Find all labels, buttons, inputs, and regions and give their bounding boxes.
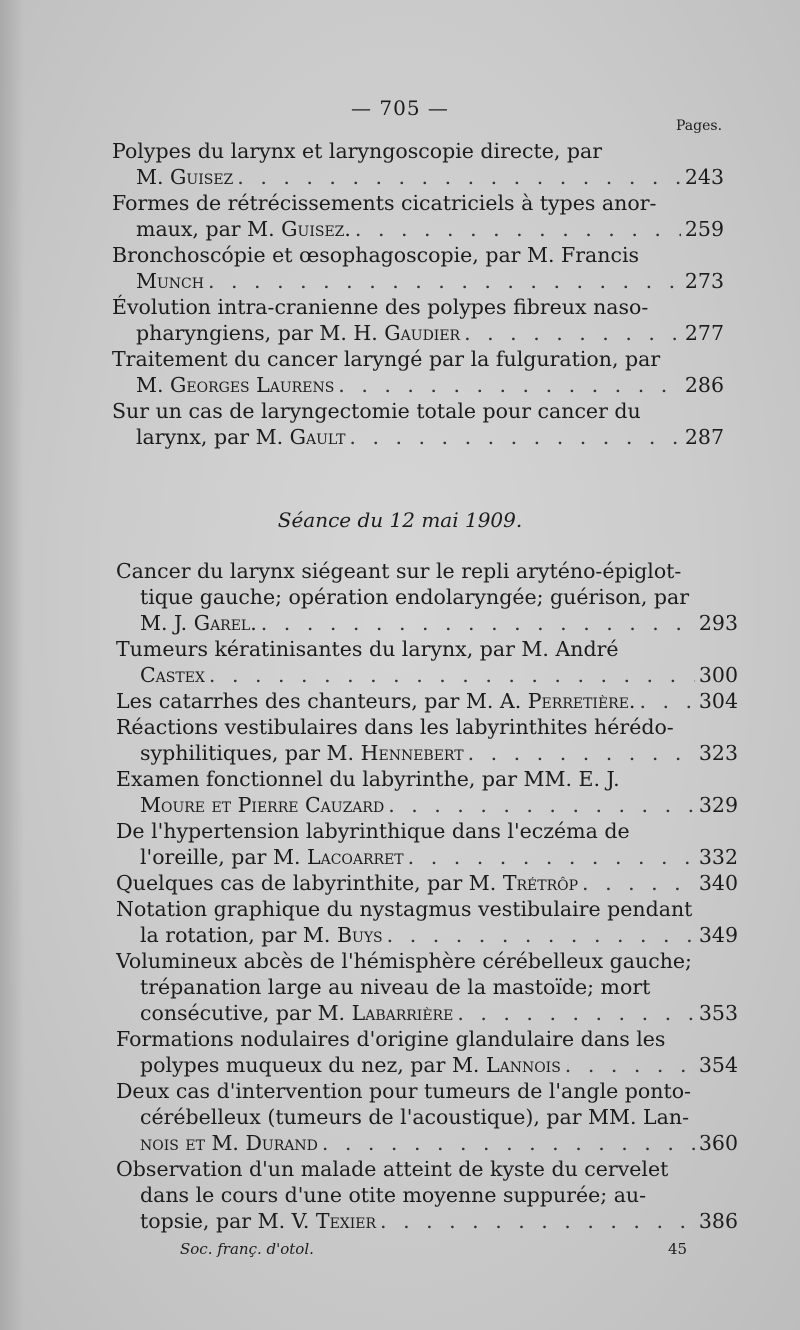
entry-last-line bbox=[116, 1052, 738, 1078]
entry-author-name: Georges Laurens bbox=[170, 373, 335, 397]
entry-author-name: Gaudier bbox=[384, 321, 461, 345]
entry-title-line: Traitement du cancer laryngé par la fulguration, par bbox=[112, 347, 661, 371]
entry-author bbox=[136, 216, 351, 242]
entry-page-number: 304 bbox=[698, 689, 738, 713]
entry-author bbox=[140, 1052, 561, 1078]
entry-page-number: 340 bbox=[698, 871, 738, 895]
entry-last-line bbox=[112, 164, 724, 190]
entry-title-line: Observation d'un malade atteint de kyste du cervelet bbox=[116, 1157, 669, 1181]
entry-page-number: 323 bbox=[698, 741, 738, 765]
leader-dots bbox=[408, 844, 695, 870]
leader-dots bbox=[349, 424, 680, 450]
entry-author-name: Guisez. bbox=[281, 217, 351, 241]
toc-entry bbox=[116, 1026, 738, 1078]
entry-author-prefix: Les catarrhes des chanteurs, par M. A. bbox=[116, 689, 528, 713]
entry-last-line bbox=[116, 688, 738, 714]
entry-last-line bbox=[112, 268, 724, 294]
toc-entry bbox=[112, 190, 724, 242]
toc-entry bbox=[116, 818, 738, 870]
toc-entry bbox=[116, 1078, 738, 1156]
leader-dots bbox=[261, 610, 695, 636]
entry-author bbox=[136, 424, 345, 450]
entry-title-line: Sur un cas de laryngectomie totale pour cancer du bbox=[112, 399, 641, 423]
entry-author-name: Trétrôp bbox=[502, 871, 579, 895]
entry-last-line bbox=[116, 662, 738, 688]
leader-dots bbox=[468, 740, 695, 766]
entry-author bbox=[140, 662, 205, 688]
entry-page-number: 360 bbox=[698, 1131, 738, 1155]
entry-last-line bbox=[112, 372, 724, 398]
toc-entry bbox=[116, 766, 738, 818]
entry-last-line bbox=[116, 1000, 738, 1026]
entry-author bbox=[140, 844, 404, 870]
page-number: — 705 — bbox=[351, 96, 449, 120]
leader-dots bbox=[639, 688, 694, 714]
entry-title-line: Cancer du larynx siégeant sur le repli aryténo-épiglot- bbox=[116, 559, 682, 583]
entry-author-prefix: syphilitiques, par M. bbox=[140, 741, 361, 765]
leader-dots bbox=[565, 1052, 695, 1078]
toc-entry bbox=[112, 138, 724, 190]
entry-page-number: 349 bbox=[698, 923, 738, 947]
toc-entry bbox=[116, 558, 738, 636]
entry-page-number: 293 bbox=[698, 611, 738, 635]
entry-author-prefix: larynx, par M. bbox=[136, 425, 290, 449]
entry-author bbox=[140, 740, 464, 766]
entry-title-line: Formations nodulaires d'origine glandulaire dans les bbox=[116, 1027, 666, 1051]
toc-entry bbox=[112, 398, 724, 450]
toc-entry bbox=[116, 870, 738, 896]
leader-dots bbox=[388, 792, 695, 818]
entry-author-prefix: maux, par M. bbox=[136, 217, 282, 241]
entry-title-line: Examen fonctionnel du labyrinthe, par MM. E. J. bbox=[116, 767, 620, 791]
entry-page-number: 287 bbox=[684, 425, 724, 449]
entry-author bbox=[140, 922, 383, 948]
leader-dots bbox=[237, 164, 681, 190]
leader-dots bbox=[387, 922, 695, 948]
entry-page-number: 243 bbox=[684, 165, 724, 189]
entry-author-name: Hennebert bbox=[360, 741, 464, 765]
leader-dots bbox=[355, 216, 681, 242]
entry-author-name: Buys bbox=[336, 923, 383, 947]
entry-author bbox=[136, 164, 233, 190]
entry-last-line bbox=[112, 424, 724, 450]
entry-author-name: Moure et Pierre Cauzard bbox=[140, 793, 385, 817]
entry-title-line: tique gauche; opération endolaryngée; guérison, par bbox=[140, 585, 690, 609]
entry-author bbox=[136, 320, 460, 346]
entry-title-line: Volumineux abcès de l'hémisphère cérébelleux gauche; bbox=[116, 949, 692, 973]
toc-entry bbox=[116, 1156, 738, 1234]
toc-list-before bbox=[112, 138, 724, 450]
entry-page-number: 354 bbox=[698, 1053, 738, 1077]
leader-dots bbox=[322, 1130, 695, 1156]
toc-entry bbox=[116, 636, 738, 688]
entry-author bbox=[140, 1000, 453, 1026]
entry-title-line: cérébelleux (tumeurs de l'acoustique), par MM. Lan- bbox=[140, 1105, 690, 1129]
entry-last-line bbox=[112, 216, 724, 242]
entry-title-line: Deux cas d'intervention pour tumeurs de l'angle ponto- bbox=[116, 1079, 691, 1103]
entry-author-name: Munch bbox=[136, 269, 204, 293]
leader-dots bbox=[464, 320, 681, 346]
section-heading: Séance du 12 mai 1909. bbox=[277, 508, 523, 532]
toc-list-after bbox=[116, 558, 738, 1234]
entry-author-name: Texier bbox=[315, 1209, 377, 1233]
footer-sheet-number: 45 bbox=[668, 1240, 688, 1258]
entry-title-line: Réactions vestibulaires dans les labyrinthites hérédo- bbox=[116, 715, 674, 739]
toc-entry bbox=[116, 896, 738, 948]
entry-title-line: Bronchoscópie et œsophagoscopie, par M. Francis bbox=[112, 243, 640, 267]
entry-title-line: Polypes du larynx et laryngoscopie directe, par bbox=[112, 139, 603, 163]
entry-author-name: nois et M. Durand bbox=[140, 1131, 318, 1155]
entry-title-line: Tumeurs kératinisantes du larynx, par M. André bbox=[116, 637, 619, 661]
toc-entry bbox=[116, 714, 738, 766]
toc-entry bbox=[116, 948, 738, 1026]
entry-title-line: De l'hypertension labyrinthique dans l'eczéma de bbox=[116, 819, 630, 843]
entry-page-number: 329 bbox=[698, 793, 738, 817]
entry-author bbox=[140, 1130, 318, 1156]
entry-author-prefix: l'oreille, par M. bbox=[140, 845, 307, 869]
toc-entry bbox=[112, 346, 724, 398]
entry-author-name: Garel. bbox=[193, 611, 257, 635]
entry-author bbox=[140, 610, 257, 636]
leader-dots bbox=[457, 1000, 695, 1026]
leader-dots bbox=[582, 870, 695, 896]
entry-author-prefix: M. bbox=[136, 373, 171, 397]
entry-title-line: dans le cours d'une otite moyenne suppurée; au- bbox=[140, 1183, 647, 1207]
entry-title-line: Formes de rétrécissements cicatriciels à types anor- bbox=[112, 191, 657, 215]
leader-dots bbox=[209, 662, 695, 688]
entry-author bbox=[136, 268, 204, 294]
entry-author-prefix: Quelques cas de labyrinthite, par M. bbox=[116, 871, 503, 895]
entry-page-number: 332 bbox=[698, 845, 738, 869]
entry-author-prefix: pharyngiens, par M. H. bbox=[136, 321, 385, 345]
entry-page-number: 386 bbox=[698, 1209, 738, 1233]
entry-author bbox=[140, 792, 384, 818]
entry-page-number: 259 bbox=[684, 217, 724, 241]
entry-author-prefix: polypes muqueux du nez, par M. bbox=[140, 1053, 486, 1077]
entry-author-prefix: consécutive, par M. bbox=[140, 1001, 352, 1025]
entry-author-name: Lannois bbox=[485, 1053, 561, 1077]
entry-page-number: 353 bbox=[698, 1001, 738, 1025]
entry-author-prefix: M. bbox=[136, 165, 171, 189]
entry-author-name: Labarrière bbox=[351, 1001, 454, 1025]
entry-page-number: 300 bbox=[698, 663, 738, 687]
entry-author bbox=[136, 372, 334, 398]
entry-author-prefix: la rotation, par M. bbox=[140, 923, 337, 947]
entry-last-line bbox=[112, 320, 724, 346]
entry-title-line: Évolution intra-cranienne des polypes fibreux naso- bbox=[112, 295, 649, 319]
entry-author bbox=[140, 1208, 376, 1234]
footer-signature: Soc. franç. d'otol. bbox=[180, 1240, 314, 1258]
entry-last-line bbox=[116, 610, 738, 636]
toc-entry bbox=[112, 294, 724, 346]
entry-author-prefix: M. J. bbox=[140, 611, 194, 635]
pages-column-label: Pages. bbox=[676, 118, 723, 134]
entry-last-line bbox=[116, 844, 738, 870]
entry-page-number: 286 bbox=[684, 373, 724, 397]
entry-author-name: Castex bbox=[140, 663, 205, 687]
entry-author-name: Gault bbox=[289, 425, 346, 449]
entry-last-line bbox=[116, 740, 738, 766]
entry-page-number: 273 bbox=[684, 269, 724, 293]
entry-last-line bbox=[116, 1130, 738, 1156]
leader-dots bbox=[338, 372, 681, 398]
entry-author-name: Lacoarret bbox=[306, 845, 404, 869]
entry-last-line bbox=[116, 792, 738, 818]
entry-last-line bbox=[116, 922, 738, 948]
entry-last-line bbox=[116, 870, 738, 896]
entry-author-prefix: topsie, par M. V. bbox=[140, 1209, 316, 1233]
toc-entry bbox=[116, 688, 738, 714]
toc-entry bbox=[112, 242, 724, 294]
entry-author bbox=[116, 688, 635, 714]
entry-page-number: 277 bbox=[684, 321, 724, 345]
entry-author-name: Guisez bbox=[170, 165, 234, 189]
leader-dots bbox=[208, 268, 681, 294]
entry-author-name: Perretière. bbox=[527, 689, 636, 713]
entry-last-line bbox=[116, 1208, 738, 1234]
leader-dots bbox=[380, 1208, 695, 1234]
entry-author bbox=[116, 870, 578, 896]
entry-title-line: Notation graphique du nystagmus vestibulaire pendant bbox=[116, 897, 693, 921]
entry-title-line: trépanation large au niveau de la mastoïde; mort bbox=[140, 975, 651, 999]
